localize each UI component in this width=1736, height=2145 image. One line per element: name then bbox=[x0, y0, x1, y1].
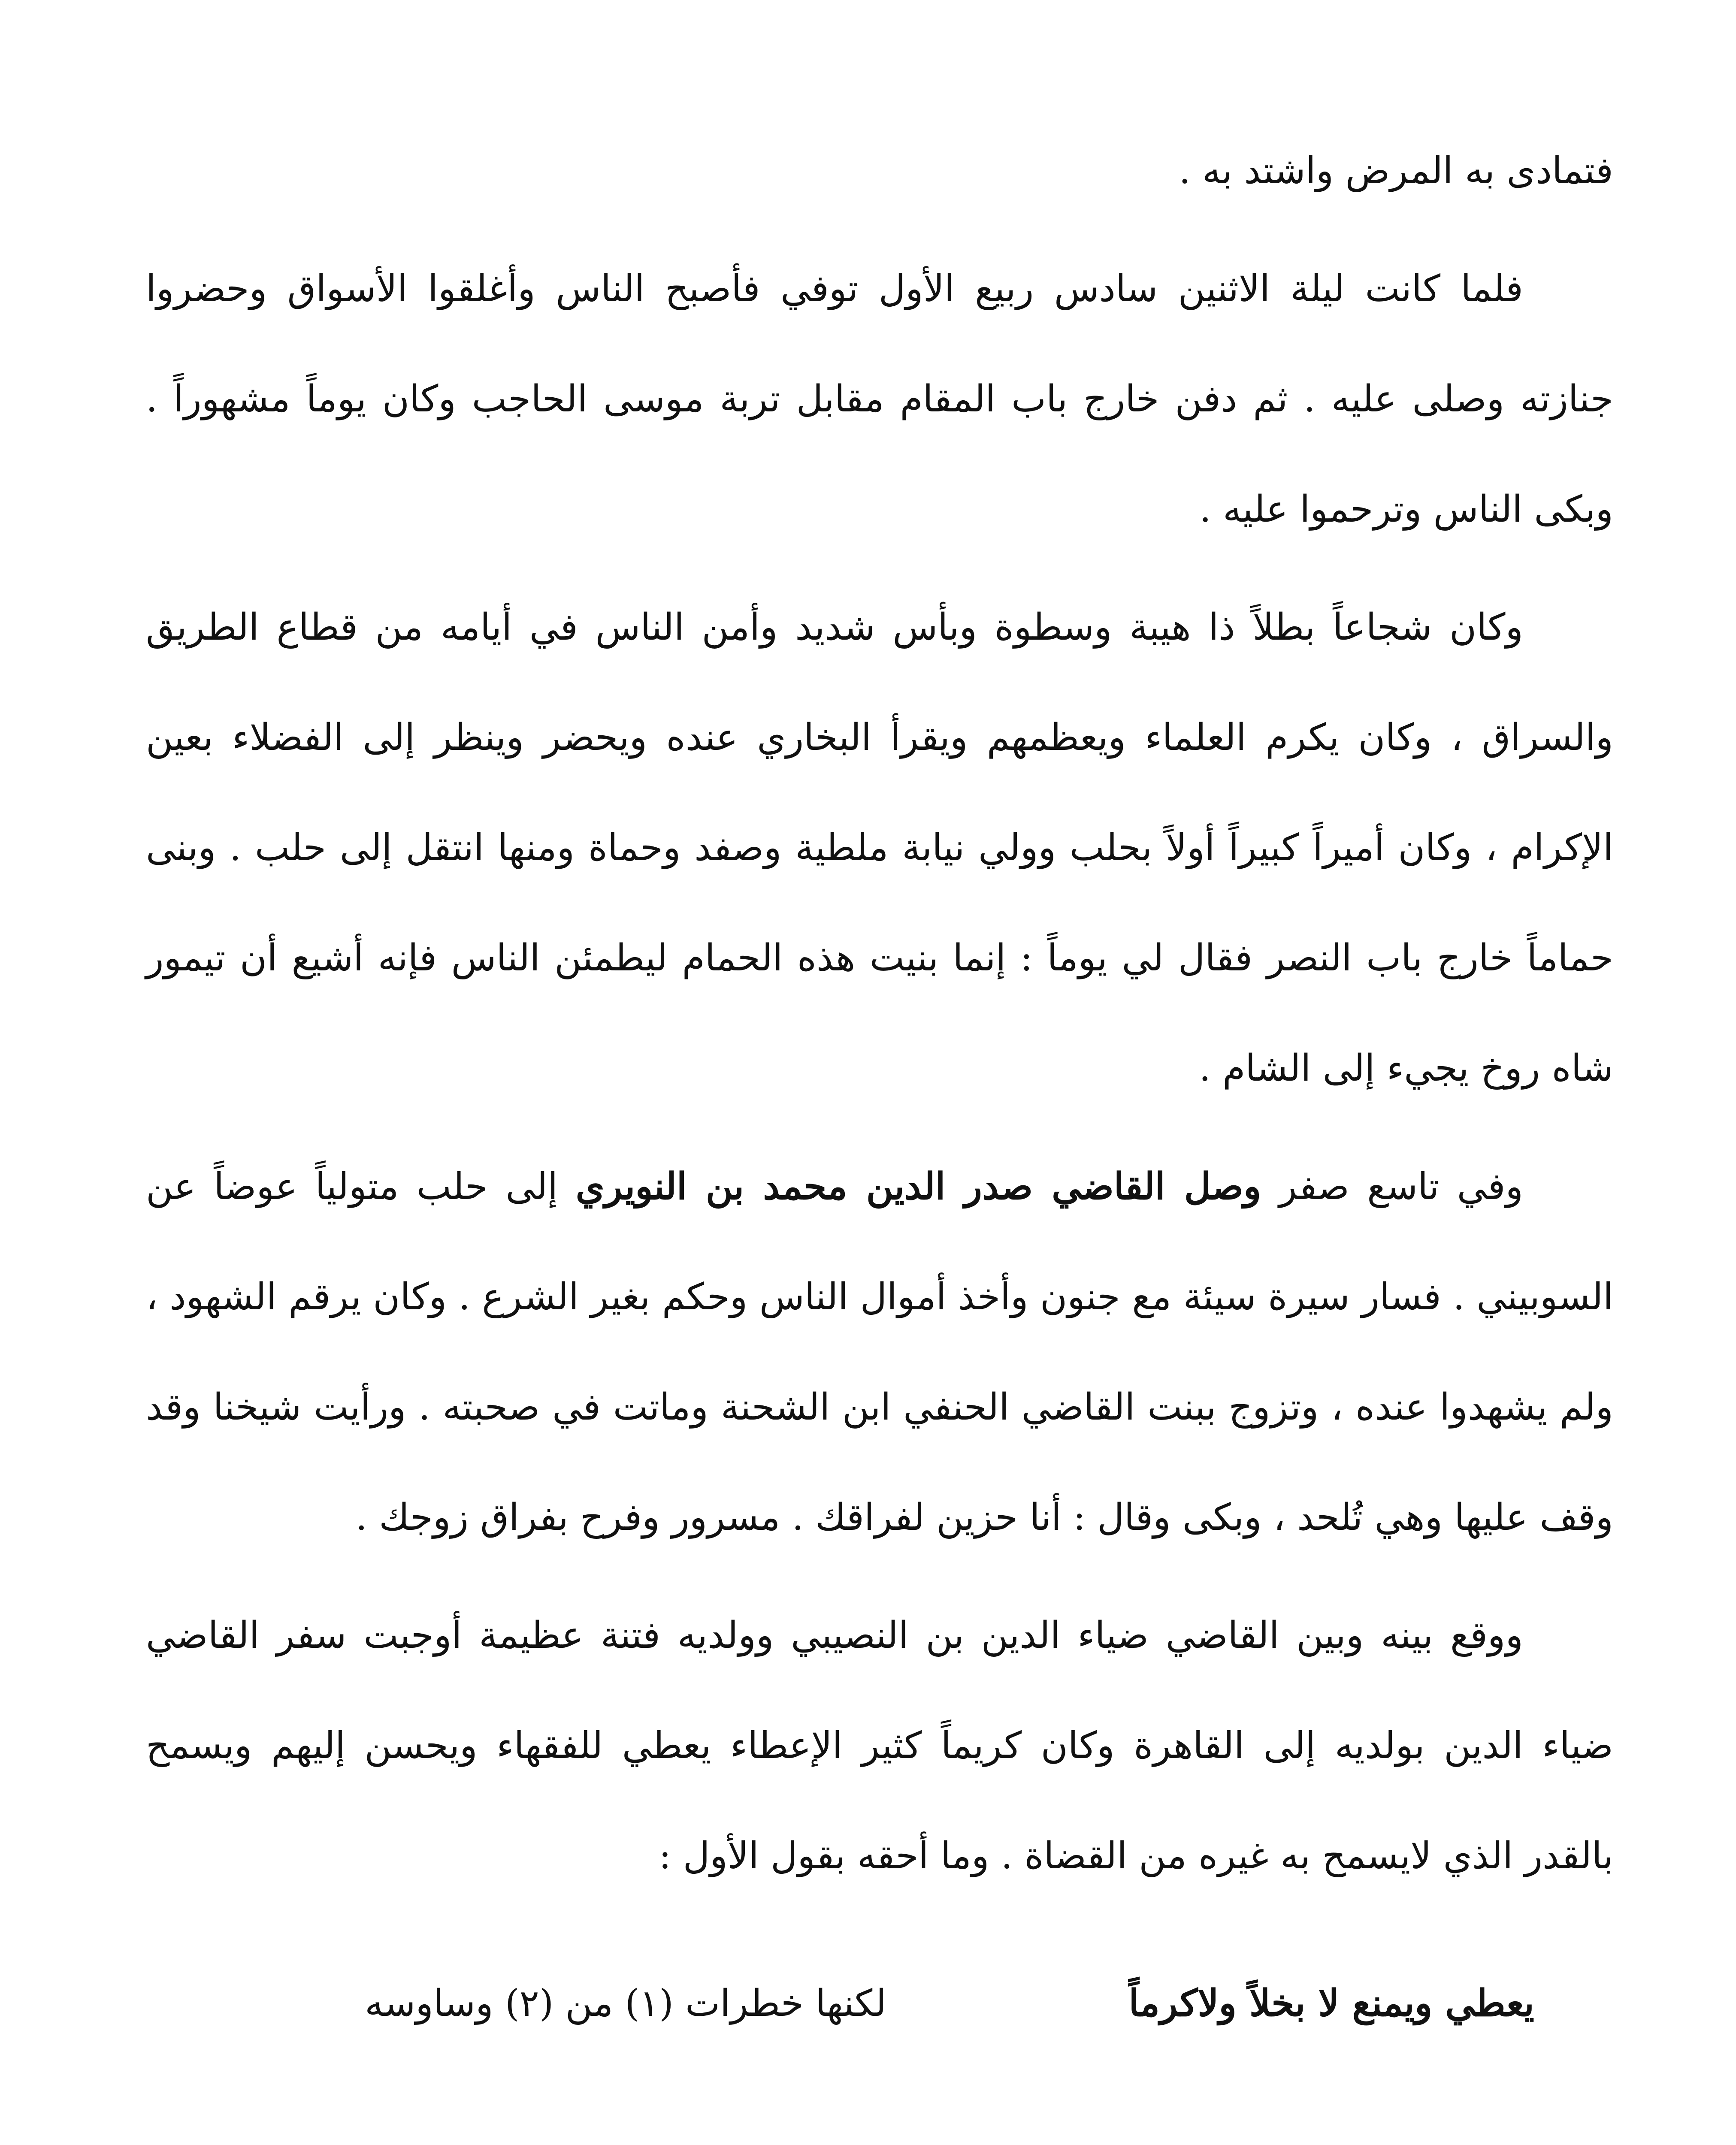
paragraph-death-and-funeral: فلما كانت ليلة الاثنين سادس ربيع الأول توفي فأصبح الناس وأغلقوا الأسواق وحضروا جنازته وصلى عليه . ثم دفن خارج باب المقام مقابل تربة موسى الحاجب وكان يوماً مشهوراً . وبكى الناس وترحموا عليه . bbox=[146, 267, 1613, 531]
paragraph-judge-arrival-lead: وفي تاسع صفر bbox=[1261, 1165, 1524, 1208]
paragraph-dispute: ووقع بينه وبين القاضي ضياء الدين بن النصيبي وولديه فتنة عظيمة أوجبت سفر القاضي ضياء الدين بولديه إلى القاهرة وكان كريماً كثير الإعطاء يعطي للفقهاء ويحسن إليهم ويسمح بالقدر الذي لايسمح به غيره من القضاة . وما أحقه بقول الأول : bbox=[146, 1614, 1613, 1877]
poetry-verse bbox=[221, 1961, 1534, 2046]
paragraph-illness: فتمادى به المرض واشتد به . bbox=[1179, 149, 1613, 192]
judge-name-heading: وصل القاضي صدر الدين محمد بن النويري bbox=[575, 1165, 1261, 1208]
main-text bbox=[146, 116, 1613, 1911]
verse-second-hemistich: لكنها خطرات (١) من (٢) وساوسه bbox=[365, 1982, 886, 2025]
paragraph-character: وكان شجاعاً بطلاً ذا هيبة وسطوة وبأس شديد وأمن الناس في أيامه من قطاع الطريق والسراق ، وكان يكرم العلماء ويعظمهم ويقرأ البخاري عنده ويحضر وينظر إلى الفضلاء بعين الإكرام ، وكان أميراً كبيراً أولاً بحلب وولي نيابة ملطية وصفد وحماة ومنها انتقل إلى حلب . وبنى حماماً خارج باب النصر فقال لي يوماً : إنما بنيت هذه الحمام ليطمئن الناس فإنه أشيع أن تيمور شاه روخ يجيء إلى الشام . bbox=[146, 606, 1613, 1090]
paragraph-judge-arrival bbox=[146, 1131, 1613, 1573]
verse-first-hemistich: يعطي ويمنع لا بخلاً ولاكرماً bbox=[1128, 1982, 1534, 2025]
paragraph-judge-arrival-rest: إلى حلب متولياً عوضاً عن السوبيني . فسار سيرة سيئة مع جنون وأخذ أموال الناس وحكم بغير الشرع . وكان يرقم الشهود ، ولم يشهدوا عنده ، وتزوج ببنت القاضي الحنفي ابن الشحنة وماتت في صحبته . ورأيت شيخنا وقد وقف عليها وهي تُلحد ، وبكى وقال : أنا حزين لفراقك . مسرور وفرح بفراق زوجك . bbox=[146, 1165, 1613, 1539]
